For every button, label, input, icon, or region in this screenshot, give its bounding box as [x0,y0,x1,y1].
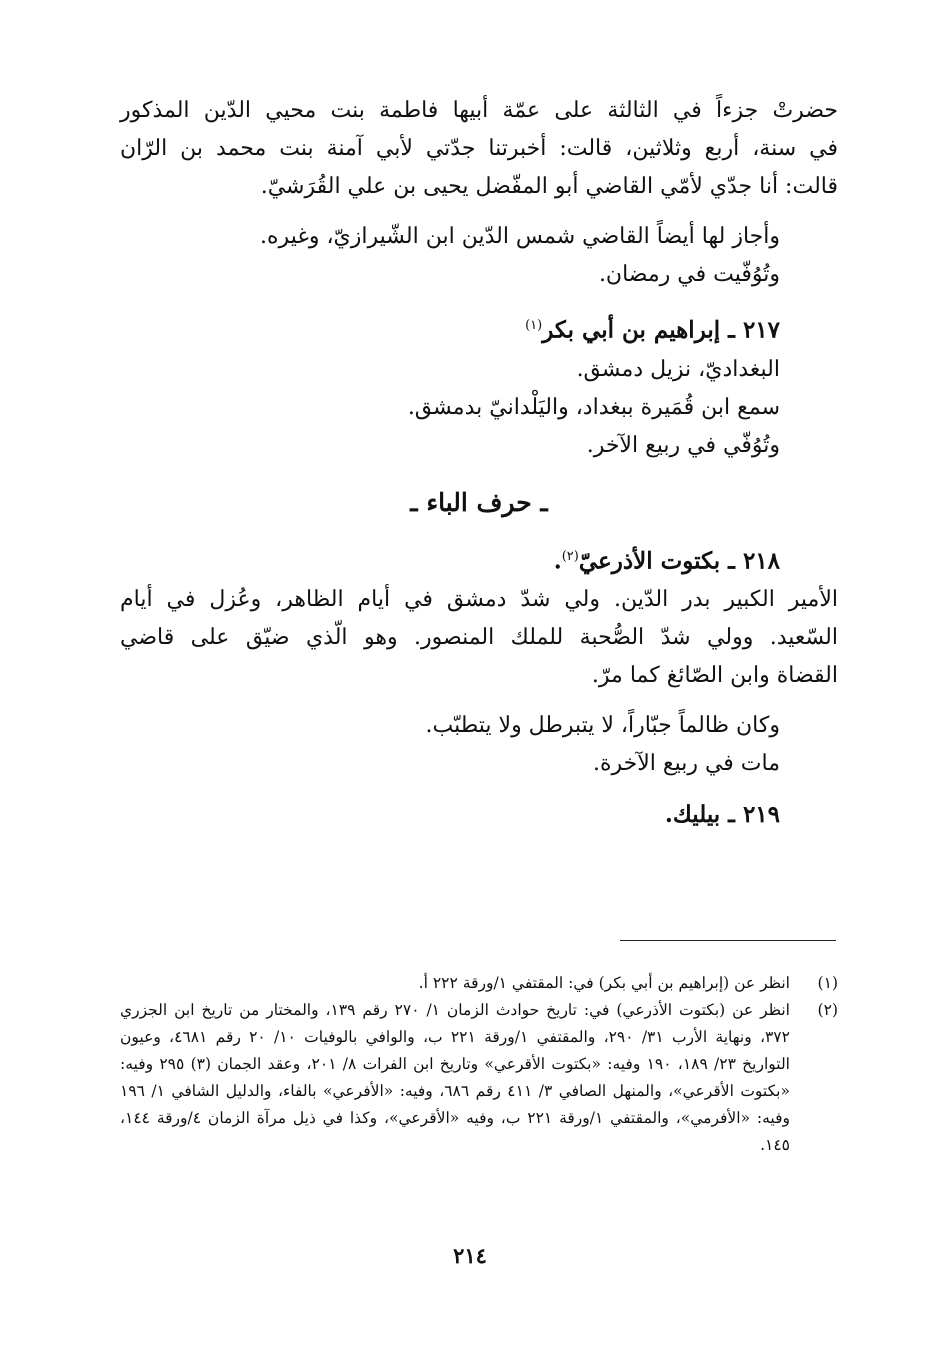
main-text [120,92,838,835]
text-line: وتُوُفّي في ربيع الآخر. [586,432,780,458]
entry-heading-218: ٢١٨ ـ بكتوت الأذرعيّ$^{(٢)}$. [553,547,780,575]
text-line: السّعيد. وولي شدّ الصُّحبة للملك المنصور. وهو الّذي ضيّق على قاضي [120,625,838,651]
text-line: قالت: أنا جدّي لأمّي القاضي أبو المفّضل يحيى بن علي القُرَشيّ. [260,174,838,199]
text-line: البغداديّ، نزيل دمشق. [576,356,780,382]
page-number: ٢١٤ [453,1243,487,1268]
text-line: الأمير الكبير بدر الدّين. ولي شدّ دمشق في أيام الظاهر، وعُزل في أيام [120,587,838,613]
footnote [120,970,838,997]
footnote-text: انظر عن (بكتوت الأذرعي) في: تاريخ حوادث الزمان ١/ ٢٧٠ رقم ١٣٩، والمختار من تاريخ ابن الجزري ٣٧٢، ونهاية الأرب ٣١/ ٢٩٠، والمقتفي ١/ورقة ٢٢١ ب، والوافي بالوفيات ١٠/ ٢٠ رقم ٤٦٨١، وعيون التواريخ ٢٣/ ١٨٩، ١٩٠ وفيه: «بكتوت الأقرعي» وتاريخ ابن الفرات ٨/ ٢٠١، وعقد الجمان (٣) ٢٩٥ وفيه: «بكتوت الأقرعي»، والمنهل الصافي ٣/ ٤١١ رقم ٦٨٦، وفيه: «الأفرعي» بالفاء، والدليل الشافي ١/ ١٩٦ وفيه: «الأفرمي»، والمقتفي ١/ورقة ٢٢١ ب، وفيه «الأقرعي»، وكذا في ذيل مرآة الزمان ٤/ورقة ١٤٤، ١٤٥. [120,1001,791,1154]
footnote [120,997,838,1159]
footnote-ref: (٢) [561,548,579,564]
entry-heading-217: ٢١٧ ـ إبراهيم بن أبي بكر$^{(١)}$ [525,316,780,344]
footnotes [120,970,838,1159]
section-title: ـ حرف الباء ـ [410,487,548,517]
footnote-ref: (١) [525,318,543,333]
text-line: في سنة، أربع وثلاثين، قالت: أخبرتنا جدّتي لأبي آمنة بنت محمد بن الرّان [120,136,838,161]
text-line: مات في ربيع الآخرة. [592,751,780,777]
text-line: وأجاز لها أيضاً القاضي شمس الدّين ابن الشّيرازيّ، وغيره. [260,224,780,249]
text-line: وكان ظالماً جبّاراً، لا يتبرطل ولا يتطبّب. [425,713,780,739]
footnote-text: انظر عن (إبراهيم بن أبي بكر) في: المقتفي ١/ورقة ٢٢٢ أ. [418,974,790,992]
text-line: سمع ابن قُمَيرة ببغداد، واليَلْدانيّ بدمشق. [407,394,780,420]
text-line: القضاة وابن الصّائغ كما مرّ. [591,663,838,689]
text-line: وتُوُفّيت في رمضان. [598,262,780,287]
text-line: حضرتْ جزءاً في الثالثة على عمّة أبيها فاطمة بنت محيي الدّين المذكور [120,98,838,123]
footnote-divider [620,940,836,941]
entry-heading-219: ٢١٩ ـ بيليك. [664,801,780,829]
footnote-number: (١) [817,974,838,992]
footnote-number: (٢) [817,1001,838,1019]
